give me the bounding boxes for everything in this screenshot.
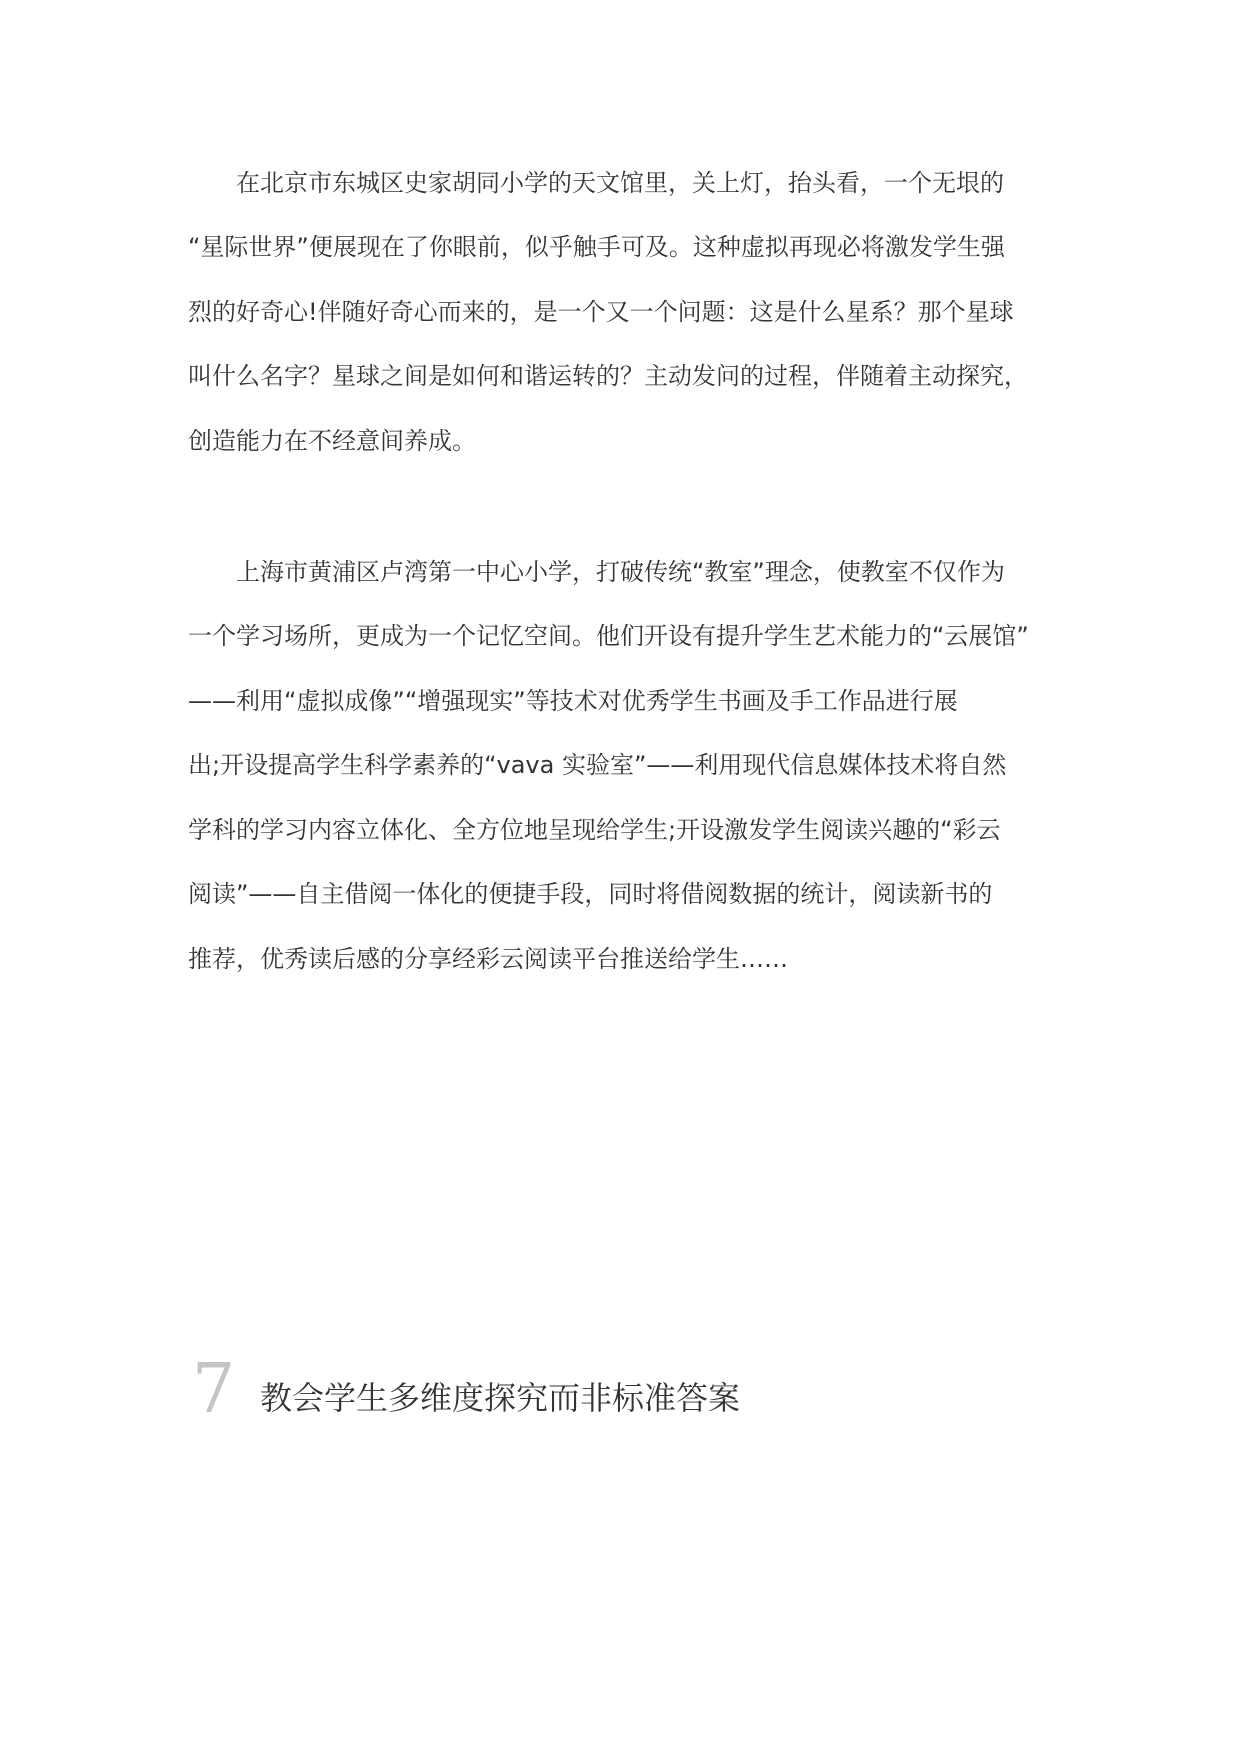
paragraph-line: 在北京市东城区史家胡同小学的天文馆里，关上灯，抬头看，一个无垠的: [236, 169, 1004, 197]
paragraph-line: ——利用“虚拟成像”“增强现实”等技术对优秀学生书画及手工作品进行展: [188, 687, 958, 715]
paragraph-line: 学科的学习内容立体化、全方位地呈现给学生;开设激发学生阅读兴趣的“彩云: [188, 816, 1001, 844]
paragraph-line: 出;开设提高学生科学素养的“vava 实验室”——利用现代信息媒体技术将自然: [188, 751, 1007, 779]
paragraph-line: “星际世界”便展现在了你眼前，似乎触手可及。这种虚拟再现必将激发学生强: [188, 233, 1005, 261]
paragraph-shanghai-school: [188, 557, 1058, 987]
paragraph-line: 上海市黄浦区卢湾第一中心小学，打破传统“教室”理念，使教室不仅作为: [236, 558, 1005, 586]
paragraph-beijing-planetarium: [188, 168, 1058, 468]
section-heading: [192, 1350, 1092, 1440]
paragraph-line: 阅读”——自主借阅一体化的便捷手段，同时将借阅数据的统计，阅读新书的: [188, 880, 993, 908]
paragraph-line: 推荐，优秀读后感的分享经彩云阅读平台推送给学生……: [188, 945, 788, 973]
paragraph-line: 创造能力在不经意间养成。: [188, 427, 476, 455]
paragraph-line: 一个学习场所，更成为一个记忆空间。他们开设有提升学生艺术能力的“云展馆”: [188, 622, 1029, 650]
section-number: 7: [192, 1350, 236, 1429]
section-title: 教会学生多维度探究而非标准答案: [260, 1379, 741, 1417]
paragraph-line: 烈的好奇心!伴随好奇心而来的，是一个又一个问题：这是什么星系？那个星球: [188, 298, 1014, 326]
paragraph-line: 叫什么名字？星球之间是如何和谐运转的？主动发问的过程，伴随着主动探究，: [188, 362, 1028, 390]
